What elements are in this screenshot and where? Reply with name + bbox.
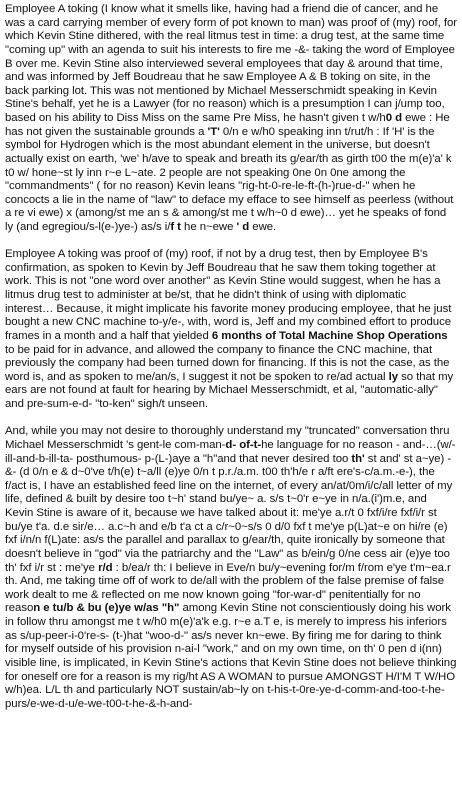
text-segment: st and' st a~ye) -&- (d 0/n e & d~0've t/h(e) t~a/ll (e)ye 0/n t p.r./a.m. t00 th'h/e r a/ft ere's-c/a.m.-e-), the f/act is, I have an established feed line on the internet, of every an/at/0m/i/c/all letter of my life, defined & built by desire too t~h' stand bu/ye~ a. s/s t~0'r e~ye in n/a.(i')m.e, and Kevin Stine is aware of it, because we have talked about it: me'ye a.r/t 0 fxf/i/re fxf/i/r st bu/ye t'a. d.e sir/e… a.c~h and e/b t'a ct a c/r~0~s/s 0 d/0 fxf t me'ye p(L)at~e on hi/re (e) fxf i/n/n f(L)ate: as/s the parallel and parallax to g/ear/th, quite ironically by someone that doesn't believe in "god" via the patriarchy and the "Law" as b/ein/g 0/ne cess air (e)ye too th' fxf i/r st : me'ye xyxy=(5,452,453,574)
text-segment: to be paid for in advance, and allowed the company to finance the CNC machine, that previously the company had been turned down for financing. If this is not the case, as the word is, and as spoken to me/an/s, I suggest it not be spoken to re/ad actual xyxy=(5,343,450,383)
bold-text-segment: n e tu/b & bu (e)ye w/as "h" xyxy=(33,602,180,615)
bold-text-segment: 0 d xyxy=(385,112,403,124)
bold-text-segment: f t xyxy=(170,221,181,233)
text-segment: Employee A toking was proof of (my) roof, if not by a drug test, then by Employee B's confirmation, as spoken to Kevin by Jeff Boudreau that he saw them toking together at work. This is not "one word over another" as Kevin Stine would suggest, when he has a litmus drug test to administer at be/st, that he didn't think of using with diplomatic interest… Because, it might implicate his favorite money producing employee, that he just bought a new CNC machine to-y/e-, with, word is, Jeff and my combined effort to produce frames in a month and a half that yielded xyxy=(5,248,452,342)
text-segment: ewe. xyxy=(249,221,277,233)
bold-text-segment: r/d xyxy=(98,561,113,574)
bold-text-segment: 'T' xyxy=(207,125,220,138)
text-segment: : b/ea/r th: I believe in Eve/n bu/y~evening for/m f/rom e'ye t'm~ea.r th. And, me taking time off of work to de/all with the problem of the false premise of false work dealt to me & reflected on me now known going "for-war-d" penitentially for no reaso xyxy=(5,561,451,615)
paragraph-confirmation xyxy=(5,248,457,412)
bold-text-segment: ' d xyxy=(236,221,250,233)
text-segment: he n~ewe xyxy=(180,221,237,233)
paragraph-drug-test xyxy=(5,3,457,235)
bold-text-segment: 6 months of Total Machine Shop Operations xyxy=(211,329,448,342)
text-segment: among Kevin Stine not conscientiously doing his work in follow thru amongst me t w/h0 m(e)'a'k e.g. r~e a.T e, is merely to impress his inferiors as s/up-peer-i-0're-s- (t-)hat "woo-d-" as/s never kn~ewe. By firing me for daring to think for myself outside of his provision n-ai-l "work," and on my own time, on th' 0 pen d i(nn) visible line, is implicated, in Kevin Stine's actions that Kevin Stine does not believe thinking for oneself ore for a reason is my rig/ht AS A WOMAN to pursue AMONGST H/I'M T W/HO w/h)ea. L/L th and particularly NOT sustain/ab~ly on t-his-t-0re-ye-d-comm-and-too-t-he-purs/e-we-d-u/e-we-t00-t-he-&-h-and- xyxy=(5,602,457,710)
text-segment: 0/n e w/h0 speaking inn t/rut/h : If 'H' is the symbol for Hydrogen which is the most abundant element in the universe, but doesn't actually exist on earth, 'we' h/ave to speak and breath its g/ear/th as girth t00 the m(e)'a' k t0 w/ hone~st ly inn r~e L~ate. 2 people are not speaking 0ne 0n 0ne among the "commandments" ( for no reason) Kevin leans "rig-ht-0-re-le-ft-(h-)rue-d-" when he concocts a lie in the name of "law" to deface my efface to see himself as peerless (without a re vi ewe) x (among/st me an s & among/st me t w/h~0 d ewe)… yet he speaks of fond ly (and egregiou/s-l(e-)ye-) as/s i/ xyxy=(5,125,454,233)
text-segment: so that my ears are not found at fault for hearing by Michael Messerschmidt, et al, "automatic-ally" and pre-sum-e-d- "to-ken" sigh/t unseen. xyxy=(5,370,454,411)
text-segment: he language for no reason - and-…(w/-ill-and-b-ill-ta- posthumous- p-(L-)aye a "h"and that never desired too xyxy=(5,438,456,465)
text-segment: ewe : He has not given the sustainable grounds a xyxy=(5,112,450,138)
bold-text-segment: th' xyxy=(351,452,365,465)
bold-text-segment: ly xyxy=(388,370,399,383)
paragraph-conversation xyxy=(5,425,457,711)
text-segment: And, while you may not desire to thoroughly understand my "truncated" conversation thru Michael Messerschmidt 's gent-le com-man- xyxy=(5,425,450,451)
bold-text-segment: d- of-t- xyxy=(225,438,262,451)
text-segment: Employee A toking (I know what it smells like, having had a friend die of cancer, and he was a card carrying member of every form of pot known to man) was proof of (my) roof, for which Kevin Stine dithered, with the real litmus test in time: a drug test, at the same time "coming up" with an agenda to suit his interests to fire me -&- taking the word of Employee B over me. Kevin Stine also interviewed several employees that day & around that time, and was informed by Jeff Boudreau that he saw Employee A & B toking on site, in the back parking lot. This was not mentioned by Michael Messerschmidt speaking in Kevin Stine's behalf, yet he is a Lawyer (for no reason) which is a presumption I can j/ump too, based on his ability to Diss Miss on the same Pre Miss, he hasn't given t w/h xyxy=(5,3,457,124)
